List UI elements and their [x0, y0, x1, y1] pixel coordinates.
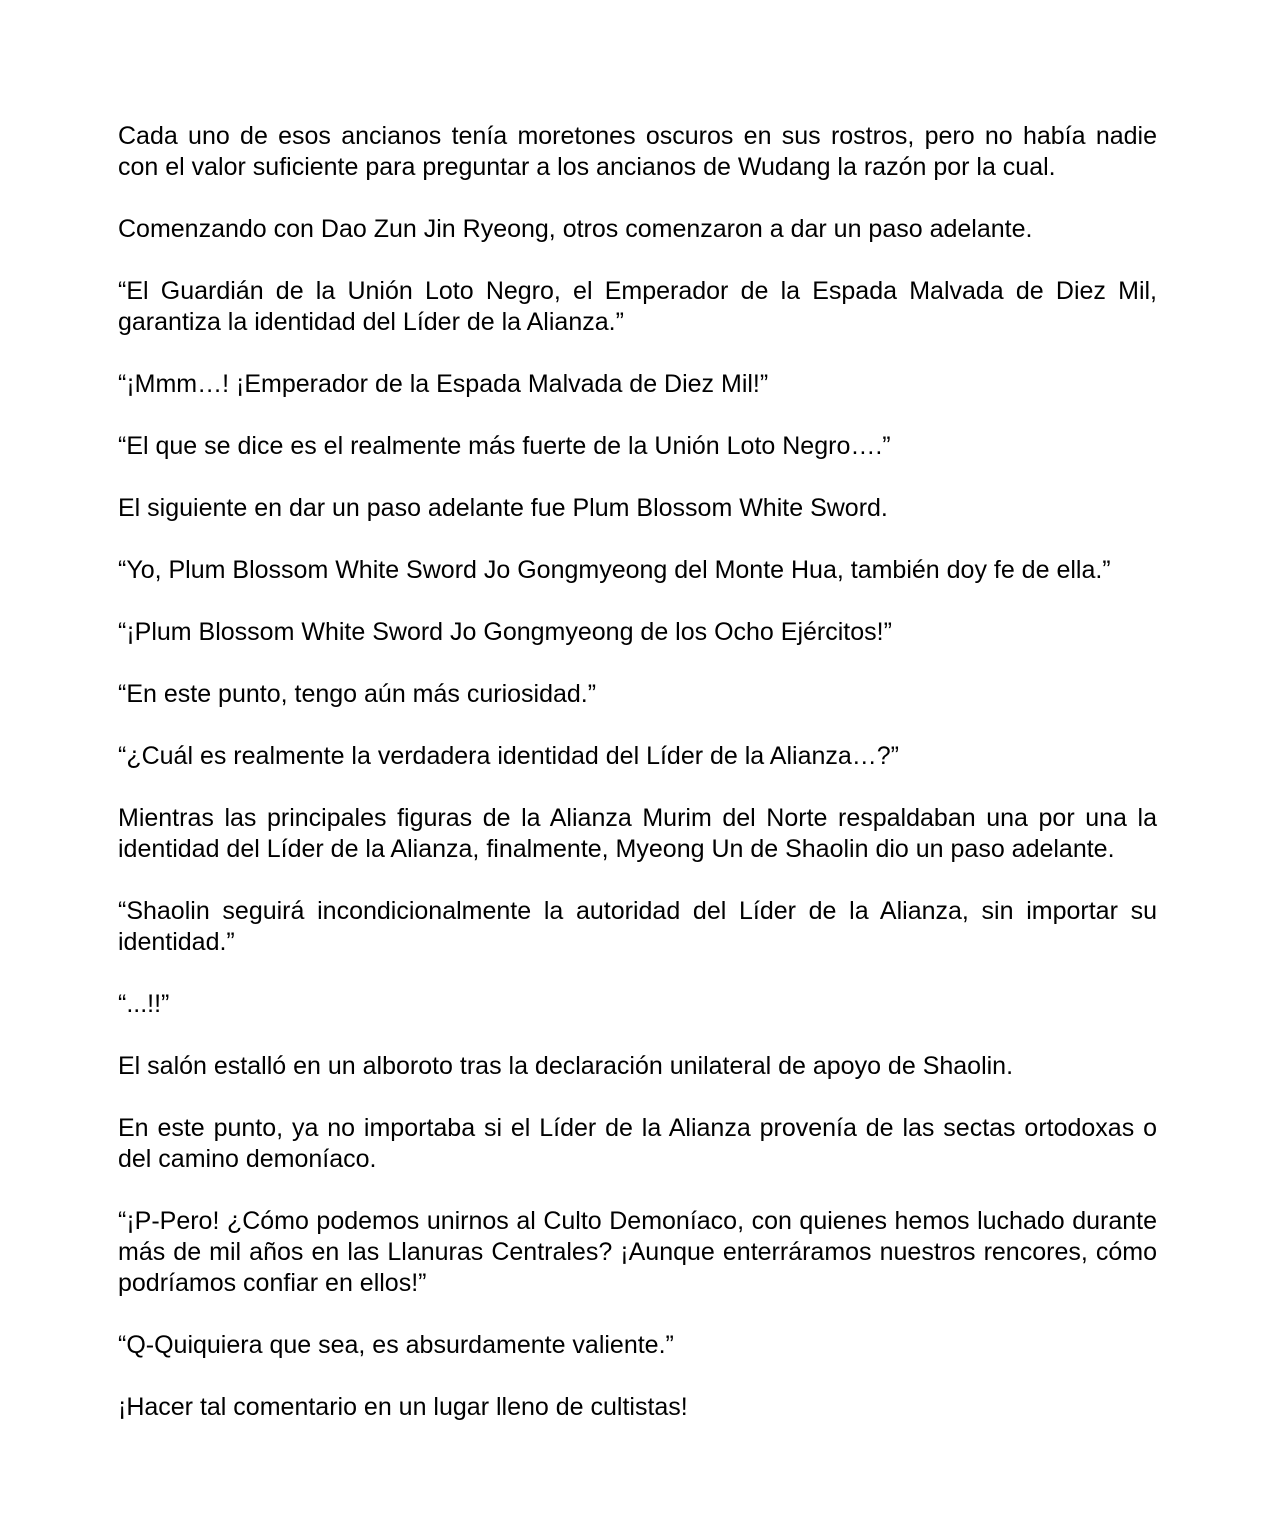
paragraph: El siguiente en dar un paso adelante fue Plum Blossom White Sword.	[118, 494, 888, 522]
paragraph: El salón estalló en un alboroto tras la declaración unilateral de apoyo de Shaolin.	[118, 1052, 1014, 1080]
paragraph: “Shaolin seguirá incondicionalmente la autoridad del Líder de la Alianza, sin importar su identidad.”	[118, 897, 1157, 956]
document-page	[118, 121, 1157, 1423]
paragraph: “...!!”	[118, 990, 170, 1018]
paragraph: “Q-Quiquiera que sea, es absurdamente valiente.”	[118, 1331, 674, 1359]
paragraph: “¿Cuál es realmente la verdadera identidad del Líder de la Alianza…?”	[118, 742, 900, 770]
paragraph: “¡Mmm…! ¡Emperador de la Espada Malvada de Diez Mil!”	[118, 370, 769, 398]
paragraph: En este punto, ya no importaba si el Líder de la Alianza provenía de las sectas ortodoxas o del camino demoníaco.	[118, 1114, 1157, 1173]
paragraph: “¡Plum Blossom White Sword Jo Gongmyeong de los Ocho Ejércitos!”	[118, 618, 892, 646]
paragraph: ¡Hacer tal comentario en un lugar lleno de cultistas!	[118, 1393, 688, 1421]
paragraph: Mientras las principales figuras de la Alianza Murim del Norte respaldaban una por una la identidad del Líder de la Alianza, finalmente, Myeong Un de Shaolin dio un paso adelante.	[118, 804, 1157, 863]
paragraph: Cada uno de esos ancianos tenía moretones oscuros en sus rostros, pero no había nadie con el valor suficiente para preguntar a los ancianos de Wudang la razón por la cual.	[118, 122, 1157, 181]
paragraph: Comenzando con Dao Zun Jin Ryeong, otros comenzaron a dar un paso adelante.	[118, 215, 1033, 243]
paragraph: “Yo, Plum Blossom White Sword Jo Gongmyeong del Monte Hua, también doy fe de ella.”	[118, 556, 1111, 584]
paragraph: “El Guardián de la Unión Loto Negro, el Emperador de la Espada Malvada de Diez Mil, garantiza la identidad del Líder de la Alianza.”	[118, 277, 1157, 336]
paragraph: “El que se dice es el realmente más fuerte de la Unión Loto Negro….”	[118, 432, 891, 460]
paragraph: “¡P-Pero! ¿Cómo podemos unirnos al Culto Demoníaco, con quienes hemos luchado durante más de mil años en las Llanuras Centrales? ¡Aunque enterráramos nuestros rencores, cómo podríamos confiar en ellos!”	[118, 1207, 1157, 1297]
paragraph: “En este punto, tengo aún más curiosidad.”	[118, 680, 597, 708]
